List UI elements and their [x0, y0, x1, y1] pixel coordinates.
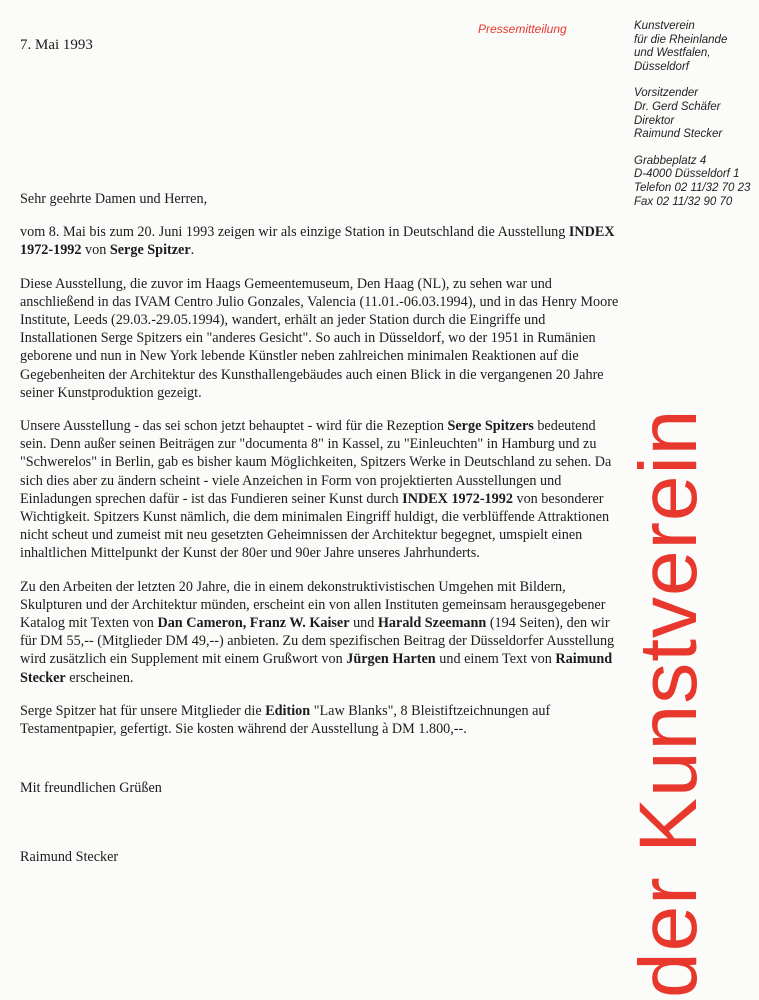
officer-line: Vorsitzender: [634, 87, 699, 100]
address-block: [634, 155, 759, 209]
paragraph-text: Zu den Arbeiten der letzten 20 Jahre, die in einem dekonstruktivistischen Umgehen mit Bildern, Skulpturen und der Architektur münden, erscheint ein von allen Instituten gemeinsam herausgegebener Katalog mit Texten von: [20, 578, 606, 632]
officer-line: Dr. Gerd Schäfer: [634, 100, 721, 113]
org-name-block: [634, 20, 759, 74]
paragraph-text: vom 8. Mai bis zum 20. Juni 1993 zeigen wir als einzige Station in Deutschland die Ausstellung: [20, 224, 569, 241]
paragraph-text: "Law Blanks", 8 Bleistiftzeichnungen auf Testamentpapier, gefertigt. Sie kosten während der Ausstellung à DM 1.800,--.: [20, 702, 551, 738]
address-line: D-4000 Düsseldorf 1: [634, 168, 740, 181]
paragraph-text: von besonderer Wichtigkeit. Spitzers Kunst nämlich, die dem minimalen Eingriff huldigt, die verblüffende Attraktionen nicht scheut und zumeist mit neu gesetzten Geheimnissen der Architektur begegnet, umspielt einen inhaltlichen Mittelpunkt der Kunst der 80er und 90er Jahre unseres Jahrhunderts.: [20, 490, 610, 562]
body-paragraph: [20, 275, 620, 402]
date: 7. Mai 1993: [20, 37, 93, 53]
paragraph-text: (194 Seiten), den wir für DM 55,-- (Mitglieder DM 49,--) anbieten. Zu dem spezifischen Beitrag der Düsseldorfer Ausstellung wird zusätzlich ein Supplement mit einem Grußwort von: [20, 615, 615, 668]
letterhead-sidebar: [634, 20, 759, 222]
body-paragraph: [20, 417, 620, 563]
signature: Raimund Stecker: [20, 849, 119, 865]
paragraph-text: Unsere Ausstellung - das sei schon jetzt behauptet - wird für die Rezeption: [20, 418, 448, 435]
paragraph-text: und: [349, 615, 378, 632]
paragraph-text: und einem Text von: [435, 651, 556, 668]
paragraph-text: .: [190, 242, 195, 259]
org-line: Kunstverein: [634, 20, 695, 32]
emphasis-text: Serge Spitzers: [447, 418, 534, 435]
salutation: Sehr geehrte Damen und Herren,: [20, 191, 208, 207]
letter-paragraphs: [20, 223, 620, 738]
address-line: Grabbeplatz 4: [634, 154, 707, 167]
paragraph-text: erscheinen.: [65, 669, 134, 686]
body-paragraph: [20, 223, 620, 259]
paragraph-text: bedeutend sein. Denn außer seinen Beiträgen zur "documenta 8" in Kassel, zu "Einleuchten" in Hamburg und zu "Schwerelos" in Berlin, gab es bisher kaum Möglichkeiten, Spitzers Werke in Deutschland zu sehen. Da sich dies aber zu ändern scheint - viele Anzeichen in Form von projektierten Ausstellungen und Einladungen sprechen dafür - ist das Fundieren seiner Kunst durch: [20, 418, 612, 507]
paragraph-text: von: [81, 242, 110, 259]
officer-line: Raimund Stecker: [634, 128, 723, 141]
officer-line: Direktor: [634, 114, 675, 127]
emphasis-text: INDEX 1972-1992: [402, 490, 513, 507]
org-line: für die Rheinlande: [634, 33, 728, 46]
org-line: Düsseldorf: [634, 60, 689, 73]
emphasis-text: Dan Cameron, Franz W. Kaiser: [157, 615, 350, 632]
paragraph-text: Serge Spitzer hat für unsere Mitglieder die: [20, 702, 266, 719]
emphasis-text: Harald Szeemann: [377, 615, 487, 632]
closing: Mit freundlichen Grüßen: [20, 780, 162, 796]
emphasis-text: Edition: [265, 702, 311, 719]
emphasis-text: INDEX 1972-1992: [20, 224, 615, 259]
officers-block: [634, 87, 759, 141]
org-line: und Westfalen,: [634, 47, 711, 60]
letter-body: [20, 190, 620, 753]
vertical-logo: der Kunstverein: [623, 408, 714, 998]
emphasis-text: Raimund Stecker: [20, 651, 613, 686]
fax-line: Fax 02 11/32 90 70: [634, 195, 733, 208]
emphasis-text: Jürgen Harten: [346, 651, 436, 668]
press-release-label: Pressemitteilung: [478, 22, 567, 36]
emphasis-text: Serge Spitzer: [109, 242, 191, 259]
body-paragraph: [20, 702, 620, 738]
paragraph-text: Diese Ausstellung, die zuvor im Haags Gemeentemuseum, Den Haag (NL), zu sehen war und anschließend in das IVAM Centro Julio Gonzales, Valencia (11.01.-06.03.1994), und in das Henry Moore Institute, Leeds (29.03.-29.05.1994), wandert, erhält an jeder Station durch die Eingriffe und Installationen Serge Spitzers ein "anderes Gesicht". So auch in Düsseldorf, wo der 1951 in Rumänien geborene und nun in New York lebende Künstler neben zahlreichen minimalen Reaktionen auf die Gegebenheiten der Architektur des Kunsthallengebäudes auch einen Blick in die vergangenen 20 Jahre seiner Kunstproduktion gezeigt.: [20, 275, 619, 401]
body-paragraph: [20, 578, 620, 687]
phone-line: Telefon 02 11/32 70 23: [634, 181, 751, 194]
